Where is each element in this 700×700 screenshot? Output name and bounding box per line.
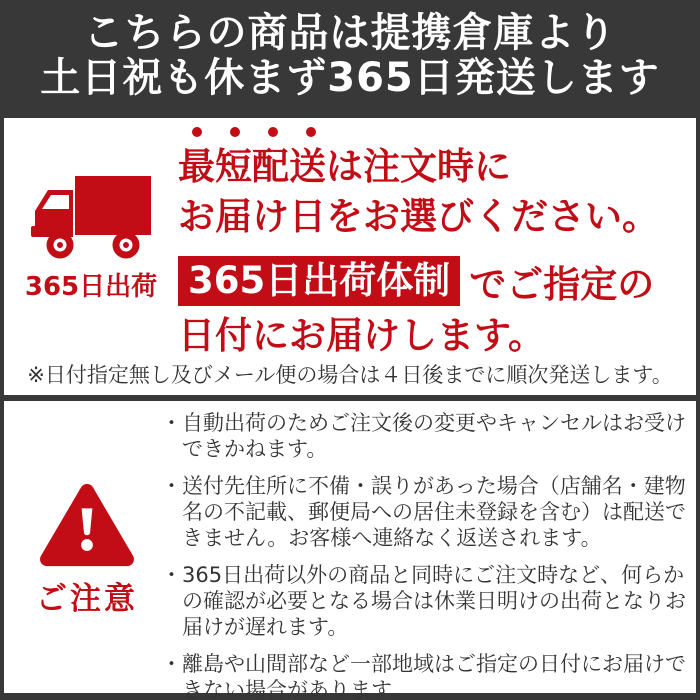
banner-line-2: 土日祝も休まず365日発送します (40, 55, 660, 101)
bullet-icon: ・ (161, 652, 182, 677)
emphasis-dots (178, 127, 330, 137)
caution-item-text: 送付先住所に不備・誤りがあった場合（店舗名・建物名の不記載、郵便局への居住未登録を含む）は配送できません。お客様へ連絡なく返送されます。 (182, 474, 686, 551)
caution-item (161, 651, 689, 700)
shipping-badge: 365日出荷体制 (178, 256, 460, 307)
caution-list (161, 410, 689, 700)
truck-icon-label: 365日出荷 (24, 272, 158, 302)
bullet-icon: ・ (161, 474, 182, 499)
banner-line-1: こちらの商品は提携倉庫より (83, 10, 617, 56)
shipping-badge-row (178, 254, 683, 308)
section-divider (0, 395, 700, 401)
warning-icon (28, 480, 146, 570)
dot-icon (306, 127, 316, 137)
shipping-headline-line-2: お届け日をお選びください。 (178, 195, 659, 238)
caution-item-text: 365日出荷以外の商品と同時にご注文時など、何らかの確認が必要となる場合は休業日明けの出荷となりお届けが遅れます。 (182, 563, 686, 640)
truck-icon (20, 176, 162, 264)
caution-icon-block (28, 480, 146, 618)
shipping-icon-block (20, 176, 162, 303)
bullet-icon: ・ (161, 411, 182, 435)
caution-item (161, 473, 689, 551)
dot-icon (268, 127, 278, 137)
banner (0, 0, 700, 118)
shipping-note: ※日付指定無し及びメール便の場合は４日後までに順次発送します。 (27, 363, 673, 387)
caution-item-text: 離島や山間部など一部地域はご指定の日付にお届けできない場合があります。 (182, 652, 686, 700)
shipping-line-2: 日付にお届けします。 (178, 314, 546, 357)
caution-label: ご注意 (36, 581, 138, 617)
dot-icon (230, 127, 240, 137)
caution-item (161, 410, 689, 462)
dot-icon (192, 127, 202, 137)
caution-item-text: 自動出荷のためご注文後の変更やキャンセルはお受けできかねます。 (182, 411, 686, 462)
caution-item (161, 562, 689, 640)
shipping-message-block (178, 127, 683, 359)
shipping-headline-line-1: 最短配送は注文時に (178, 145, 511, 188)
shipping-badge-suffix: でご指定の (469, 263, 655, 306)
bullet-icon: ・ (161, 563, 182, 588)
